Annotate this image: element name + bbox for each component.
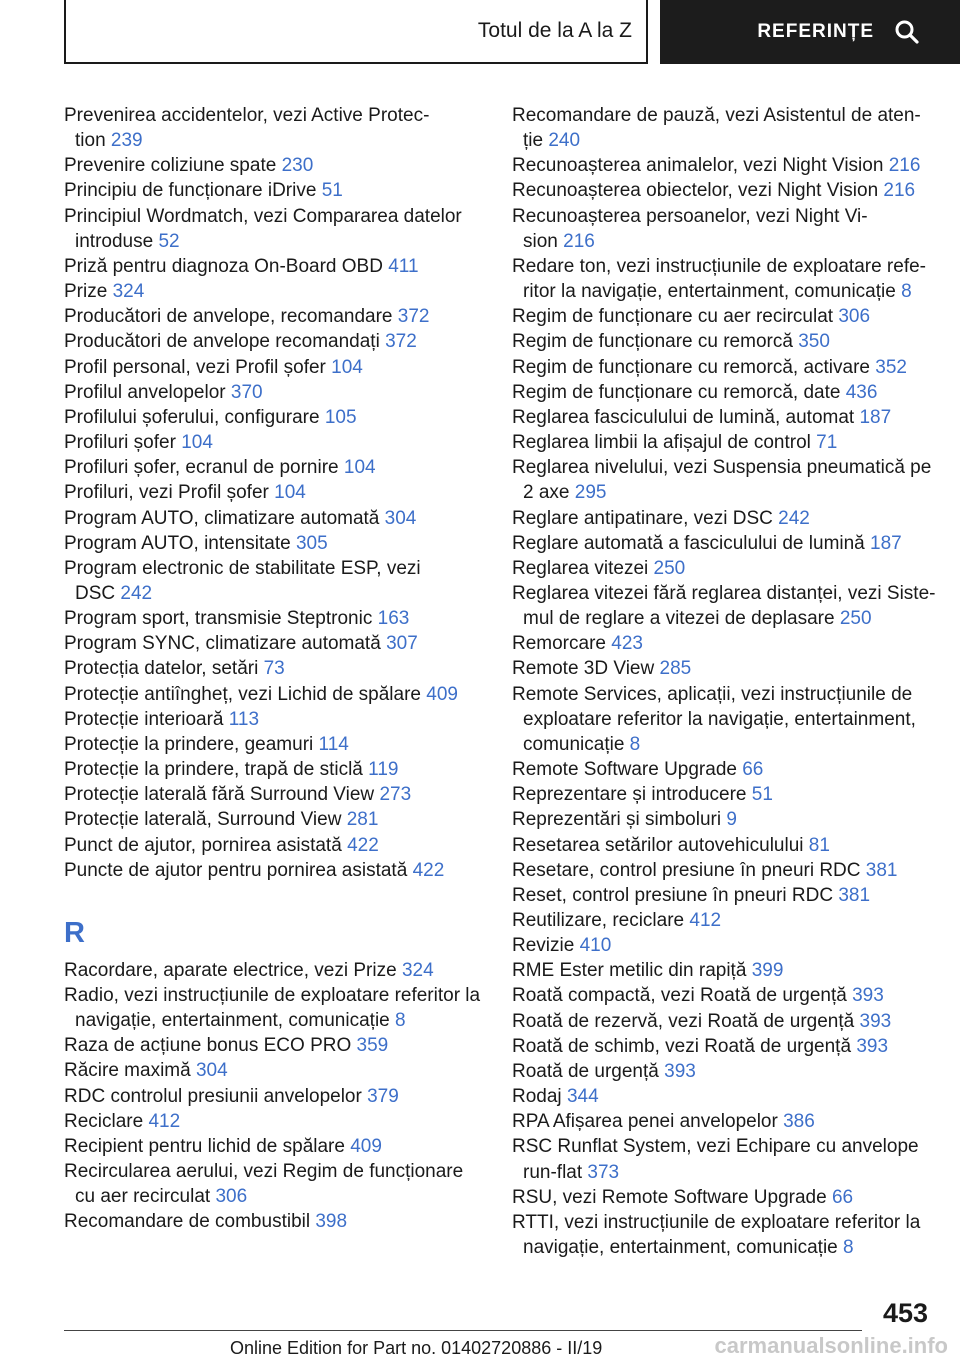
entry-text: Prevenire coliziune spate <box>64 155 277 177</box>
index-entry[interactable] <box>64 1134 484 1159</box>
search-icon[interactable] <box>894 19 920 45</box>
entry-text: Reglare automată a fasciculului de lumină <box>512 532 865 554</box>
entry-text: Regim de funcționare cu aer recirculat <box>512 306 834 328</box>
page-link[interactable]: 9 <box>726 809 737 831</box>
index-entry[interactable] <box>512 983 932 1008</box>
page-link[interactable]: 398 <box>315 1211 348 1233</box>
index-entry[interactable] <box>512 1109 932 1134</box>
index-entry[interactable] <box>64 833 484 858</box>
page-link[interactable]: 71 <box>816 432 838 454</box>
index-entry[interactable] <box>512 153 932 178</box>
index-entry[interactable] <box>64 153 484 178</box>
entry-text: Profiluri șofer <box>64 432 176 454</box>
page-link[interactable]: 306 <box>215 1186 248 1208</box>
page-link[interactable]: 114 <box>318 733 349 755</box>
entry-text: Reglarea vitezei <box>512 557 649 579</box>
index-entry[interactable] <box>512 1210 932 1260</box>
index-entry[interactable] <box>512 329 932 354</box>
entry-text: Recunoașterea animalelor, vezi Night Vision <box>512 155 884 177</box>
page-link[interactable]: 344 <box>566 1086 599 1108</box>
entry-text-continued: exploatare referitor la navigație, entertainment, <box>523 708 916 730</box>
entry-text-continued: mul de reglare a vitezei de deplasare <box>523 608 835 630</box>
entry-text: Reset, control presiune în pneuri RDC <box>512 884 834 906</box>
page-link[interactable]: 393 <box>664 1060 696 1082</box>
entry-text: Remote Software Upgrade <box>512 759 737 781</box>
page-link[interactable]: 422 <box>347 834 379 856</box>
entry-text: Remote 3D View <box>512 658 655 680</box>
entry-text: Program SYNC, climatizare automată <box>64 633 381 655</box>
page-link[interactable]: 113 <box>228 708 260 730</box>
entry-text: Reglarea nivelului, vezi Suspensia pneumatică pe <box>512 457 932 479</box>
watermark: carmanualsonline.info <box>714 1333 948 1358</box>
page-link[interactable]: 285 <box>659 658 692 680</box>
entry-text: RPA Afișarea penei anvelopelor <box>512 1111 778 1133</box>
page-link[interactable]: 295 <box>574 482 607 504</box>
page-link[interactable]: 359 <box>356 1035 389 1057</box>
entry-text: Resetarea setărilor autovehiculului <box>512 834 804 856</box>
page-link[interactable]: 250 <box>839 608 872 630</box>
index-entry[interactable] <box>64 682 484 707</box>
page-link[interactable]: 305 <box>295 532 328 554</box>
page-link[interactable]: 352 <box>875 356 907 378</box>
page-link[interactable]: 216 <box>888 155 921 177</box>
entry-text-continued: navigație, entertainment, comunicație <box>523 1237 838 1259</box>
page-link[interactable]: 230 <box>281 155 314 177</box>
index-entry[interactable] <box>64 1084 484 1109</box>
footer-edition: Online Edition for Part no. 01402720886 - II/19 <box>230 1338 603 1358</box>
index-entry[interactable] <box>64 1058 484 1083</box>
page-link[interactable]: 372 <box>385 331 417 353</box>
entry-text: Reciclare <box>64 1110 144 1132</box>
section-letter: R <box>64 916 85 949</box>
index-entry[interactable] <box>64 757 484 782</box>
page-link[interactable]: 307 <box>386 633 418 655</box>
index-entry[interactable] <box>64 329 484 354</box>
entry-text: Protecția datelor, setări <box>64 658 259 680</box>
index-entry[interactable] <box>512 581 936 631</box>
entry-text: Punct de ajutor, pornirea asistată <box>64 834 342 856</box>
entry-text: Resetare, control presiune în pneuri RDC <box>512 859 861 881</box>
entry-text: Remorcare <box>512 633 606 655</box>
index-entry[interactable] <box>512 455 932 505</box>
page-link[interactable]: 379 <box>367 1085 399 1107</box>
section-title: Totul de la A la Z <box>477 19 632 42</box>
index-entry[interactable] <box>512 782 932 807</box>
entry-text-continued: ritor la navigație, entertainment, comunicație <box>523 281 896 303</box>
index-entry[interactable] <box>512 631 932 656</box>
index-entry[interactable] <box>64 732 484 757</box>
page-link[interactable]: 52 <box>158 230 180 252</box>
entry-text: Racordare, aparate electrice, vezi Prize <box>64 959 397 981</box>
index-entry[interactable] <box>512 1009 932 1034</box>
page-link[interactable]: 393 <box>852 985 884 1007</box>
entry-text: Profiluri, vezi Profil șofer <box>64 482 269 504</box>
page-link[interactable]: 411 <box>388 255 419 277</box>
entry-text: Reglarea limbii la afișajul de control <box>512 432 811 454</box>
index-entry[interactable] <box>64 1209 484 1234</box>
index-group-r-continued <box>512 103 936 1260</box>
page-link[interactable]: 119 <box>368 759 399 781</box>
page-link[interactable]: 8 <box>901 281 912 303</box>
entry-text: RSC Runflat System, vezi Echipare cu anvelope <box>512 1136 919 1158</box>
page-link[interactable]: 81 <box>808 834 830 856</box>
page-link[interactable]: 370 <box>230 381 263 403</box>
entry-text: Recircularea aerului, vezi Regim de funcționare <box>64 1161 464 1183</box>
entry-text: Producători de anvelope recomandați <box>64 331 380 353</box>
page-link[interactable]: 324 <box>401 959 434 981</box>
page-link[interactable]: 242 <box>778 507 810 529</box>
entry-text-continued: sion <box>523 230 558 252</box>
entry-text: Program sport, transmisie Steptronic <box>64 608 373 630</box>
page-link[interactable]: 409 <box>350 1135 382 1157</box>
index-entry[interactable] <box>64 103 484 153</box>
page-link[interactable]: 239 <box>110 130 143 152</box>
entry-text: Profilului șoferului, configurare <box>64 406 320 428</box>
page-link[interactable]: 423 <box>611 633 643 655</box>
index-entry[interactable] <box>64 858 484 883</box>
page-link[interactable]: 410 <box>579 935 612 957</box>
entry-text: Prize <box>64 281 108 303</box>
entry-text: Recomandare de pauză, vezi Asistentul de aten- <box>512 105 921 126</box>
entry-text: Reglare antipatinare, vezi DSC <box>512 507 773 529</box>
page-link[interactable]: 187 <box>859 406 892 428</box>
entry-text: Profilul anvelopelor <box>64 381 226 403</box>
entry-text: Profiluri șofer, ecranul de pornire <box>64 457 339 479</box>
page-link[interactable]: 242 <box>120 582 153 604</box>
page-link[interactable]: 422 <box>412 859 445 881</box>
page-link[interactable]: 386 <box>783 1111 815 1133</box>
entry-text: Radio, vezi instrucțiunile de exploatare referitor la <box>64 985 481 1006</box>
index-entry[interactable] <box>64 958 484 983</box>
entry-text: Raza de acțiune bonus ECO PRO <box>64 1035 352 1057</box>
index-entry[interactable] <box>512 304 932 329</box>
page-link[interactable]: 393 <box>859 1010 892 1032</box>
page-link[interactable]: 306 <box>838 306 871 328</box>
page-link[interactable]: 399 <box>751 960 784 982</box>
index-entry[interactable] <box>512 933 932 958</box>
index-entry[interactable] <box>512 682 932 757</box>
entry-text: Protecție laterală fără Surround View <box>64 784 375 806</box>
page-link[interactable]: 436 <box>845 381 878 403</box>
page-link[interactable]: 66 <box>742 759 764 781</box>
index-entry[interactable] <box>512 430 932 455</box>
index-entry[interactable] <box>64 1159 484 1209</box>
index-entry[interactable] <box>512 1185 932 1210</box>
entry-text: Redare ton, vezi instrucțiunile de exploatare refe- <box>512 255 927 277</box>
entry-text: Program AUTO, climatizare automată <box>64 507 380 529</box>
page-link[interactable]: 240 <box>548 130 581 152</box>
index-entry[interactable] <box>512 1034 932 1059</box>
index-entry[interactable] <box>512 833 932 858</box>
index-entry[interactable] <box>64 254 484 279</box>
entry-text: RTTI, vezi instrucțiunile de exploatare referitor la <box>512 1211 921 1233</box>
page-link[interactable]: 304 <box>384 507 417 529</box>
entry-text: RSU, vezi Remote Software Upgrade <box>512 1186 827 1208</box>
page-link[interactable]: 51 <box>751 784 773 806</box>
index-entry[interactable] <box>64 631 484 656</box>
page-link[interactable]: 104 <box>331 356 363 378</box>
entry-text: RDC controlul presiunii anvelopelor <box>64 1085 362 1107</box>
index-entry[interactable] <box>64 405 484 430</box>
page-link[interactable]: 381 <box>838 884 871 906</box>
index-entry[interactable] <box>64 480 484 505</box>
index-entry[interactable] <box>64 430 484 455</box>
entry-text-continued: ție <box>523 130 544 152</box>
entry-text: Priză pentru diagnoza On-Board OBD <box>64 255 383 277</box>
entry-text-continued: cu aer recirculat <box>75 1186 211 1208</box>
page-link[interactable]: 409 <box>426 683 458 705</box>
index-entry[interactable] <box>64 782 484 807</box>
index-entry[interactable] <box>512 908 932 933</box>
entry-text-continued: introduse <box>75 230 154 252</box>
entry-text: Regim de funcționare cu remorcă <box>512 331 793 353</box>
index-group-r <box>64 958 484 1235</box>
index-entry[interactable] <box>512 531 932 556</box>
page-link[interactable]: 304 <box>195 1060 228 1082</box>
page-link[interactable]: 281 <box>346 809 379 831</box>
entry-text: Protecție laterală, Surround View <box>64 809 342 831</box>
entry-text: Regim de funcționare cu remorcă, activare <box>512 356 870 378</box>
entry-text: Roată de rezervă, vezi Roată de urgență <box>512 1010 855 1032</box>
entry-text: Recunoașterea obiectelor, vezi Night Vision <box>512 180 879 202</box>
index-entry[interactable] <box>512 178 932 203</box>
index-column-right <box>512 103 936 1260</box>
entry-text-continued: navigație, entertainment, comunicație <box>75 1010 390 1032</box>
index-entry[interactable] <box>512 1134 932 1184</box>
index-group-p <box>64 103 484 883</box>
index-entry[interactable] <box>64 1109 484 1134</box>
entry-text: Regim de funcționare cu remorcă, date <box>512 381 841 403</box>
chapter-tab[interactable] <box>660 0 960 64</box>
page-link[interactable]: 393 <box>856 1035 889 1057</box>
footer-divider <box>64 1330 862 1331</box>
page-link[interactable]: 8 <box>629 733 641 755</box>
entry-text: Protecție antiîngheț, vezi Lichid de spălare <box>64 683 421 705</box>
entry-text: Reutilizare, reciclare <box>512 910 685 931</box>
index-entry[interactable] <box>512 355 932 380</box>
index-entry[interactable] <box>512 807 932 832</box>
page-link[interactable]: 66 <box>831 1186 854 1208</box>
entry-text: Program AUTO, intensitate <box>64 532 291 554</box>
index-entry[interactable] <box>512 858 932 883</box>
page-link[interactable]: 381 <box>865 859 898 881</box>
entry-text: Rodaj <box>512 1086 562 1108</box>
entry-text: Program electronic de stabilitate ESP, vezi <box>64 557 421 579</box>
page-link[interactable]: 324 <box>112 281 145 303</box>
index-entry[interactable] <box>512 958 932 983</box>
entry-text: Profil personal, vezi Profil șofer <box>64 356 326 378</box>
entry-text: Roată compactă, vezi Roată de urgență <box>512 985 847 1007</box>
index-entry[interactable] <box>64 807 484 832</box>
entry-text-continued: 2 axe <box>523 482 570 504</box>
page-link[interactable]: 350 <box>798 331 830 353</box>
page-link[interactable]: 163 <box>377 608 410 630</box>
index-entry[interactable] <box>512 1084 932 1109</box>
index-column-left <box>64 103 484 1235</box>
entry-text-continued: comunicație <box>523 733 625 755</box>
page-link[interactable]: 372 <box>397 306 430 328</box>
page-link[interactable]: 412 <box>689 910 722 931</box>
entry-text: Reprezentare și introducere <box>512 784 747 806</box>
index-entry[interactable] <box>512 656 932 681</box>
index-entry[interactable] <box>64 380 484 405</box>
index-entry[interactable] <box>512 1059 932 1084</box>
entry-text: Recomandare de combustibil <box>64 1211 311 1233</box>
entry-text: Reglarea vitezei fără reglarea distanței, vezi Siste- <box>512 582 936 604</box>
index-entry[interactable] <box>64 204 484 254</box>
index-entry[interactable] <box>512 254 932 304</box>
entry-text: Puncte de ajutor pentru pornirea asistată <box>64 859 408 881</box>
page-link[interactable]: 73 <box>263 658 285 680</box>
index-entry[interactable] <box>64 656 484 681</box>
entry-text: Prevenirea accidentelor, vezi Active Protec- <box>64 105 430 126</box>
entry-text-continued: tion <box>75 130 106 152</box>
index-entry[interactable] <box>64 606 484 631</box>
entry-text: Producători de anvelope, recomandare <box>64 306 393 328</box>
entry-text: Roată de urgență <box>512 1060 659 1082</box>
index-entry[interactable] <box>64 304 484 329</box>
page-link[interactable]: 104 <box>343 457 376 479</box>
index-entry[interactable] <box>512 506 932 531</box>
entry-text: Remote Services, aplicații, vezi instrucțiunile de <box>512 683 913 705</box>
index-entry[interactable] <box>64 983 484 1033</box>
page-number: 453 <box>882 1298 928 1328</box>
entry-text: Protecție interioară <box>64 708 224 730</box>
index-entry[interactable] <box>512 103 932 153</box>
page-link[interactable]: 8 <box>395 1010 406 1032</box>
section-tab <box>64 0 648 64</box>
page-link[interactable]: 250 <box>653 557 686 579</box>
page-link[interactable]: 8 <box>843 1237 854 1259</box>
entry-text: Răcire maximă <box>64 1060 191 1082</box>
page-link[interactable]: 216 <box>883 180 916 202</box>
entry-text: Principiul Wordmatch, vezi Compararea datelor <box>64 205 462 227</box>
page-link[interactable]: 187 <box>870 532 902 554</box>
page-link[interactable]: 273 <box>379 784 412 806</box>
index-entry[interactable] <box>64 506 484 531</box>
entry-text: Reprezentări și simboluri <box>512 809 722 831</box>
page-link[interactable]: 216 <box>563 230 595 252</box>
index-entry[interactable] <box>64 707 484 732</box>
entry-text: Revizie <box>512 935 575 957</box>
index-entry[interactable] <box>64 1033 484 1058</box>
page-link[interactable]: 104 <box>274 482 306 504</box>
index-entry[interactable] <box>512 883 932 908</box>
index-entry[interactable] <box>512 757 932 782</box>
index-entry[interactable] <box>64 455 484 480</box>
entry-text-continued: run-flat <box>523 1161 583 1183</box>
entry-text: Protecție la prindere, trapă de sticlă <box>64 759 363 781</box>
entry-text: Roată de schimb, vezi Roată de urgență <box>512 1035 852 1057</box>
index-entry[interactable] <box>64 279 484 304</box>
page-link[interactable]: 51 <box>321 180 343 202</box>
entry-text: Principiu de funcționare iDrive <box>64 180 317 202</box>
index-entry[interactable] <box>512 405 932 430</box>
page-link[interactable]: 104 <box>181 432 213 454</box>
entry-text: Reglarea fasciculului de lumină, automat <box>512 406 855 428</box>
index-entry[interactable] <box>512 556 932 581</box>
index-entry[interactable] <box>512 380 932 405</box>
index-entry[interactable] <box>64 531 484 556</box>
page-link[interactable]: 105 <box>324 406 357 428</box>
page-link[interactable]: 373 <box>587 1161 620 1183</box>
entry-text: Recipient pentru lichid de spălare <box>64 1135 345 1157</box>
entry-text: RME Ester metilic din rapiță <box>512 960 747 982</box>
index-entry[interactable] <box>512 204 932 254</box>
entry-text: Recunoașterea persoanelor, vezi Night Vi- <box>512 205 868 227</box>
index-entry[interactable] <box>64 355 484 380</box>
chapter-title: REFERINȚE <box>757 21 874 42</box>
index-entry[interactable] <box>64 556 484 606</box>
entry-text: Protecție la prindere, geamuri <box>64 733 314 755</box>
index-entry[interactable] <box>64 178 484 203</box>
page-link[interactable]: 412 <box>148 1110 181 1132</box>
entry-text-continued: DSC <box>75 582 116 604</box>
